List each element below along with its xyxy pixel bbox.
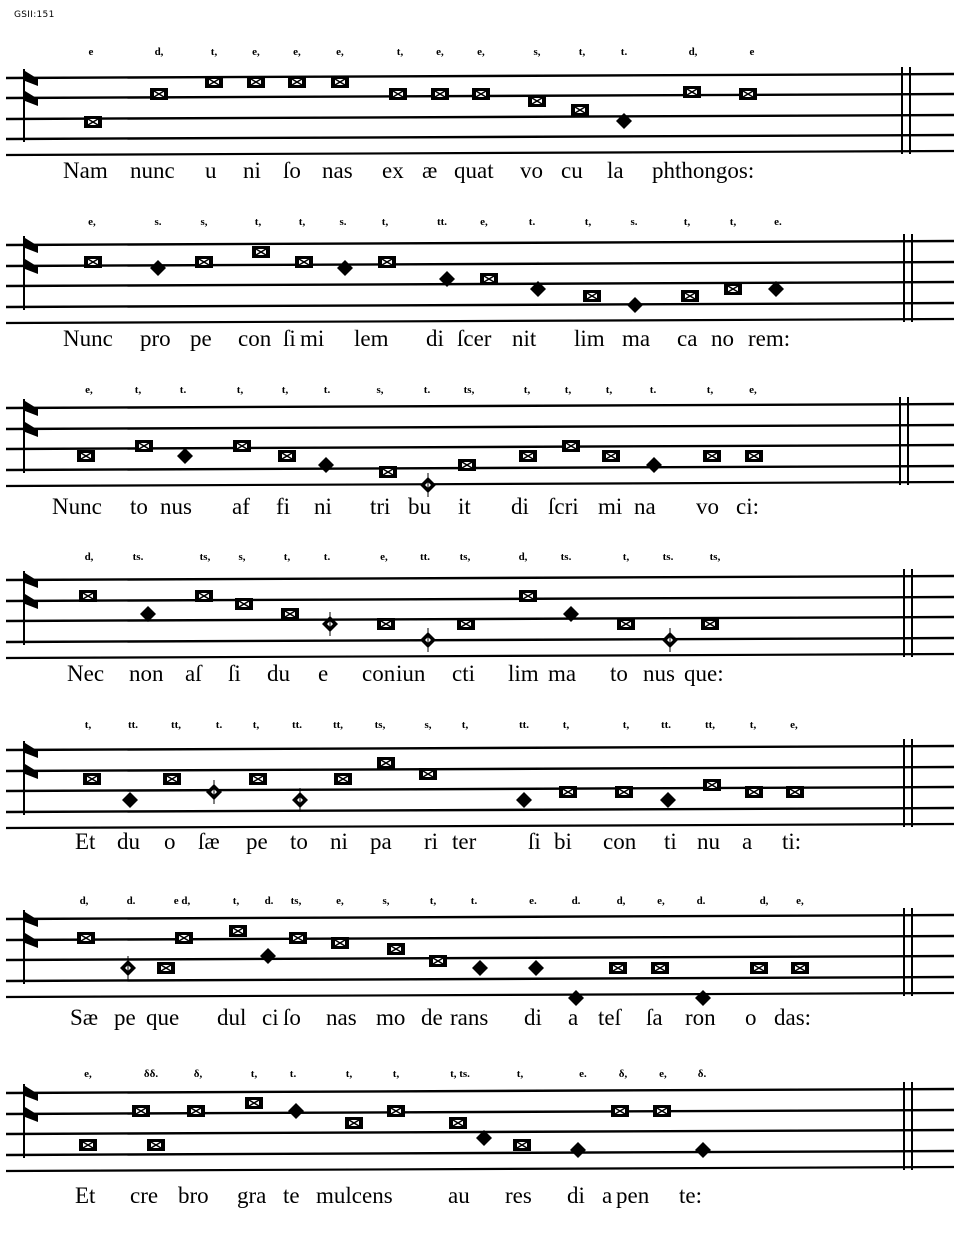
tuning-sign: ts,	[374, 719, 386, 731]
lyric-syllable: Nam	[63, 158, 108, 183]
tuning-sign: t,	[134, 384, 142, 396]
lyric-syllable: pe	[246, 829, 268, 854]
tuning-sign: e,	[336, 895, 344, 907]
lyric-syllable: la	[607, 158, 624, 183]
tuning-sign: e,	[480, 216, 488, 228]
square-breve-note	[187, 1105, 205, 1117]
lyric-syllable: af	[232, 494, 250, 519]
tuning-sign: ts.	[560, 551, 572, 563]
tuning-sign: d.	[571, 895, 581, 907]
tuning-sign: δδ.	[143, 1068, 159, 1080]
lyric-syllable: te	[283, 1183, 300, 1208]
tuning-sign: t,	[345, 1068, 353, 1080]
lyric-syllable: ca	[677, 326, 698, 351]
square-breve-note	[611, 1105, 629, 1117]
square-breve-note	[513, 1139, 531, 1151]
lyric-syllable: non	[129, 661, 164, 686]
tuning-sign: t,	[392, 1068, 400, 1080]
lyric-syllable: tri	[370, 494, 391, 519]
tuning-sign: tt,	[332, 719, 344, 731]
square-breve-note	[345, 1117, 363, 1129]
tuning-sign: tt.	[660, 719, 672, 731]
lyric-syllable: Sæ	[70, 1005, 99, 1030]
lyric-syllable: ſo	[283, 1005, 301, 1030]
tuning-sign: t.	[289, 1068, 297, 1080]
lyric-syllable: aſ	[185, 661, 202, 686]
lyric-syllable: lim	[574, 326, 605, 351]
tuning-sign: e.	[529, 895, 537, 907]
staff-line	[6, 1130, 954, 1134]
lyric-syllable: mi	[300, 326, 325, 351]
tuning-sign: tt.	[436, 216, 448, 228]
lyric-syllable: du	[267, 661, 290, 686]
lyric-syllable: æ	[422, 158, 438, 183]
diamond-semibreve-note	[570, 1142, 586, 1158]
tuning-sign: d.	[696, 895, 706, 907]
tuning-signs-row	[0, 1068, 954, 1088]
tuning-sign: d.	[264, 895, 274, 907]
lyric-syllable: pro	[140, 326, 171, 351]
tuning-sign: s,	[533, 46, 541, 58]
tuning-sign: d,	[79, 895, 89, 907]
square-breve-note	[387, 1105, 405, 1117]
lyric-syllable: nu	[697, 829, 720, 854]
lyric-syllable: vo	[696, 494, 719, 519]
lyric-syllable: bro	[178, 1183, 209, 1208]
tuning-sign: d,	[84, 551, 94, 563]
tuning-sign: t,	[564, 384, 572, 396]
tuning-sign: t,	[523, 384, 531, 396]
lyric-syllable: rans	[450, 1005, 489, 1030]
lyric-syllable: cre	[130, 1183, 159, 1208]
tuning-sign: t,	[622, 551, 630, 563]
lyric-syllable: pa	[370, 829, 392, 854]
tuning-sign: t,	[578, 46, 586, 58]
tuning-sign: t,	[683, 216, 691, 228]
tuning-sign: t.	[323, 551, 331, 563]
tuning-sign: t.	[179, 384, 187, 396]
clef-mark	[25, 1107, 38, 1122]
diamond-semibreve-note	[695, 1142, 711, 1158]
lyric-syllable: vo	[520, 158, 543, 183]
lyric-syllable: dul	[217, 1005, 247, 1030]
tuning-sign: t,	[381, 216, 389, 228]
staff-line	[6, 1167, 954, 1171]
tuning-sign: s,	[382, 895, 390, 907]
lyric-syllable: ſi	[528, 829, 541, 854]
lyric-syllable: ſi	[283, 326, 296, 351]
lyric-syllable: nas	[322, 158, 353, 183]
lyric-syllable: au	[448, 1183, 470, 1208]
tuning-sign: e	[749, 46, 755, 58]
tuning-sign: e,	[88, 216, 96, 228]
tuning-sign: e.	[774, 216, 782, 228]
lyric-syllable: mo	[376, 1005, 406, 1030]
tuning-sign: t,	[562, 719, 570, 731]
lyric-syllable: Nunc	[63, 326, 113, 351]
tuning-sign: d,	[688, 46, 698, 58]
tuning-sign: e.	[579, 1068, 587, 1080]
lyrics-line	[0, 1183, 954, 1213]
lyric-syllable: e	[318, 661, 329, 686]
tuning-sign: tt.	[127, 719, 139, 731]
tuning-sign: e,	[252, 46, 260, 58]
lyric-syllable: lem	[354, 326, 389, 351]
lyric-syllable: ni	[243, 158, 261, 183]
tuning-sign: s.	[154, 216, 162, 228]
lyric-syllable: ſa	[646, 1005, 663, 1030]
tuning-sign: t,	[584, 216, 592, 228]
lyric-syllable: to	[290, 829, 308, 854]
square-breve-note	[245, 1097, 263, 1109]
lyric-syllable: ter	[452, 829, 477, 854]
lyric-syllable: bu	[408, 494, 431, 519]
tuning-sign: t,	[706, 384, 714, 396]
tuning-sign: e,	[85, 384, 93, 396]
lyric-syllable: ci:	[736, 494, 759, 519]
lyric-syllable: ſi	[228, 661, 241, 686]
tuning-sign: t,	[429, 895, 437, 907]
tuning-sign: s,	[424, 719, 432, 731]
lyric-syllable: a	[602, 1183, 613, 1208]
tuning-sign: t,	[396, 46, 404, 58]
lyric-syllable: mulcens	[316, 1183, 393, 1208]
lyric-syllable: con	[238, 326, 272, 351]
lyric-syllable: nus	[160, 494, 192, 519]
tuning-sign: t,	[605, 384, 613, 396]
lyric-syllable: te:	[679, 1183, 702, 1208]
tuning-sign: d,	[154, 46, 164, 58]
tuning-sign: d,	[759, 895, 769, 907]
lyric-syllable: ſæ	[198, 829, 220, 854]
tuning-sign: tt.	[419, 551, 431, 563]
tuning-sign: t,	[252, 719, 260, 731]
lyric-syllable: Nunc	[52, 494, 102, 519]
lyric-syllable: bi	[554, 829, 572, 854]
lyric-syllable: nas	[326, 1005, 357, 1030]
tuning-sign: e,	[749, 384, 757, 396]
lyric-syllable: de	[421, 1005, 443, 1030]
tuning-sign: t,	[232, 895, 240, 907]
lyric-syllable: ci	[262, 1005, 279, 1030]
lyric-syllable: to	[610, 661, 628, 686]
lyric-syllable: Et	[75, 1183, 96, 1208]
clef-mark	[25, 1086, 38, 1101]
lyric-syllable: phthongos:	[652, 158, 755, 183]
tuning-sign: s,	[238, 551, 246, 563]
lyric-syllable: di	[524, 1005, 542, 1030]
lyric-syllable: cti	[452, 661, 475, 686]
tuning-sign: ts,	[459, 551, 471, 563]
lyric-syllable: no	[711, 326, 734, 351]
lyric-syllable: cu	[561, 158, 583, 183]
tuning-sign: e	[88, 46, 94, 58]
lyric-syllable: ſcri	[548, 494, 579, 519]
tuning-sign: ts,	[709, 551, 721, 563]
tuning-sign: t,	[250, 1068, 258, 1080]
lyric-syllable: ma	[622, 326, 651, 351]
lyric-syllable: mi	[598, 494, 623, 519]
lyric-syllable: Et	[75, 829, 96, 854]
tuning-sign: e,	[380, 551, 388, 563]
tuning-sign: t,	[622, 719, 630, 731]
lyric-syllable: o	[745, 1005, 757, 1030]
tuning-sign: ts,	[199, 551, 211, 563]
lyric-syllable: ti:	[782, 829, 802, 854]
page-identifier: GSII:151	[14, 10, 55, 20]
lyric-syllable: res	[505, 1183, 532, 1208]
lyric-syllable: gra	[237, 1183, 267, 1208]
tuning-sign: s.	[630, 216, 638, 228]
tuning-sign: t.	[423, 384, 431, 396]
tuning-sign: t.	[470, 895, 478, 907]
lyric-syllable: que	[146, 1005, 180, 1030]
tuning-sign: e,	[796, 895, 804, 907]
lyric-syllable: fi	[276, 494, 291, 519]
tuning-sign: δ,	[618, 1068, 628, 1080]
staff-line	[6, 1089, 954, 1093]
lyric-syllable: ri	[424, 829, 439, 854]
tuning-sign: s,	[376, 384, 384, 396]
lyric-syllable: iun	[396, 661, 426, 686]
square-breve-note	[79, 1139, 97, 1151]
tuning-sign: tt,	[704, 719, 716, 731]
square-breve-note	[147, 1139, 165, 1151]
tuning-sign: t.	[528, 216, 536, 228]
tuning-sign: t.	[215, 719, 223, 731]
tuning-sign: t,	[254, 216, 262, 228]
lyric-syllable: di	[511, 494, 529, 519]
lyric-syllable: na	[634, 494, 656, 519]
tuning-sign: t,	[516, 1068, 524, 1080]
lyric-syllable: ron	[685, 1005, 716, 1030]
lyric-syllable: nunc	[130, 158, 175, 183]
lyric-syllable: pe	[190, 326, 212, 351]
lyric-syllable: rem:	[748, 326, 791, 351]
lyric-syllable: to	[130, 494, 148, 519]
tuning-sign: ts.	[662, 551, 674, 563]
tuning-sign: t,	[461, 719, 469, 731]
tuning-sign: t,	[210, 46, 218, 58]
tuning-sign: e,	[477, 46, 485, 58]
tuning-sign: t.	[649, 384, 657, 396]
tuning-sign: δ,	[193, 1068, 203, 1080]
lyric-syllable: lim	[508, 661, 539, 686]
lyric-syllable: ex	[382, 158, 404, 183]
lyric-syllable: quat	[454, 158, 494, 183]
lyric-syllable: con	[603, 829, 637, 854]
tuning-sign: δ.	[697, 1068, 707, 1080]
lyric-syllable: it	[458, 494, 471, 519]
lyric-syllable: teſ	[598, 1005, 621, 1030]
tuning-sign: t,	[236, 384, 244, 396]
square-breve-note	[653, 1105, 671, 1117]
tuning-sign: d,	[616, 895, 626, 907]
lyric-syllable: ti	[664, 829, 677, 854]
tuning-sign: tt.	[291, 719, 303, 731]
lyric-syllable: Nec	[67, 661, 105, 686]
tuning-sign: e,	[436, 46, 444, 58]
lyric-syllable: du	[117, 829, 140, 854]
lyric-syllable: nus	[643, 661, 675, 686]
lyric-syllable: a	[568, 1005, 579, 1030]
staff-line	[6, 1151, 954, 1155]
tuning-sign: s.	[339, 216, 347, 228]
tuning-sign: e d,	[173, 895, 191, 907]
tuning-sign: e,	[84, 1068, 92, 1080]
tuning-sign: e,	[790, 719, 798, 731]
tuning-sign: s,	[200, 216, 208, 228]
lyric-syllable: ni	[314, 494, 332, 519]
tuning-sign: e,	[659, 1068, 667, 1080]
tuning-sign: tt.	[518, 719, 530, 731]
tuning-sign: tt,	[170, 719, 182, 731]
lyric-syllable: di	[567, 1183, 585, 1208]
tuning-sign: t,	[298, 216, 306, 228]
tuning-sign: t,	[729, 216, 737, 228]
lyric-syllable: pe	[114, 1005, 136, 1030]
lyric-syllable: a	[742, 829, 753, 854]
tuning-sign: ts,	[290, 895, 302, 907]
lyric-syllable: nit	[512, 326, 537, 351]
lyric-syllable: ma	[548, 661, 577, 686]
tuning-sign: t,	[749, 719, 757, 731]
tuning-sign: d.	[126, 895, 136, 907]
lyric-syllable: o	[164, 829, 176, 854]
tuning-sign: e,	[657, 895, 665, 907]
tuning-sign: t.	[620, 46, 628, 58]
lyric-syllable: ſcer	[457, 326, 492, 351]
lyric-syllable: pen	[616, 1183, 650, 1208]
tuning-sign: d,	[518, 551, 528, 563]
tuning-sign: e,	[336, 46, 344, 58]
lyric-syllable: u	[205, 158, 217, 183]
lyric-syllable: ni	[330, 829, 348, 854]
lyric-syllable: ſo	[283, 158, 301, 183]
tuning-sign: e,	[293, 46, 301, 58]
diamond-semibreve-note	[288, 1103, 304, 1119]
square-breve-note	[132, 1105, 150, 1117]
lyric-syllable: con	[362, 661, 396, 686]
tuning-sign: ts.	[132, 551, 144, 563]
lyric-syllable: que:	[684, 661, 724, 686]
square-breve-note	[449, 1117, 467, 1129]
lyric-syllable: das:	[774, 1005, 812, 1030]
tuning-sign: t,	[281, 384, 289, 396]
tuning-sign: t.	[323, 384, 331, 396]
lyric-syllable: di	[426, 326, 444, 351]
tuning-sign: t,	[84, 719, 92, 731]
tuning-sign: t, ts.	[450, 1068, 470, 1080]
tuning-sign: ts,	[463, 384, 475, 396]
tuning-sign: t,	[283, 551, 291, 563]
